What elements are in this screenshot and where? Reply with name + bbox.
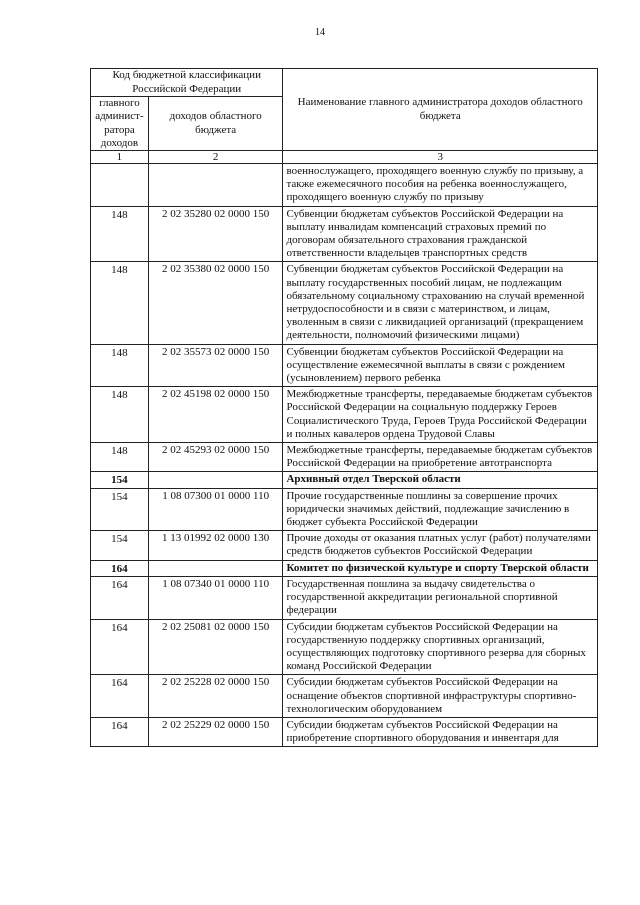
budget-codes-table: [90, 68, 598, 747]
budget-code-cell: 1 08 07300 01 0000 110: [148, 488, 283, 531]
budget-code-cell: 2 02 45293 02 0000 150: [148, 443, 283, 472]
name-cell: Прочие государственные пошлины за совершение прочих юридически значимых действий, подлежащие зачислению в бюджет субъекта Российской Федерации: [283, 488, 598, 531]
table-row: [91, 443, 598, 472]
admin-code-cell: 164: [91, 717, 149, 746]
budget-code-cell: 2 02 25229 02 0000 150: [148, 717, 283, 746]
admin-code-cell: 154: [91, 488, 149, 531]
budget-code-cell: [148, 164, 283, 207]
table-row: [91, 675, 598, 718]
header-name-column: Наименование главного администратора доходов областного бюджета: [283, 69, 598, 151]
table-row: [91, 344, 598, 387]
admin-code-cell: [91, 164, 149, 207]
section-header-row: [91, 560, 598, 576]
table-row: [91, 206, 598, 262]
admin-code-cell: 164: [91, 560, 149, 576]
admin-code-cell: 164: [91, 675, 149, 718]
name-cell: Комитет по физической культуре и спорту Тверской области: [283, 560, 598, 576]
admin-code-cell: 148: [91, 387, 149, 443]
budget-code-cell: 2 02 35573 02 0000 150: [148, 344, 283, 387]
name-cell: Государственная пошлина за выдачу свидетельства о государственной аккредитации региональной спортивной федерации: [283, 576, 598, 619]
admin-code-cell: 148: [91, 206, 149, 262]
admin-code-cell: 164: [91, 619, 149, 675]
budget-code-cell: 2 02 35280 02 0000 150: [148, 206, 283, 262]
admin-code-cell: 154: [91, 531, 149, 560]
header-income-column: доходов областного бюджета: [148, 97, 283, 151]
name-cell: Субсидии бюджетам субъектов Российской Федерации на оснащение объектов спортивной инфраструктуры спортивно-технологическим оборудованием: [283, 675, 598, 718]
table-row: [91, 576, 598, 619]
name-cell: военнослужащего, проходящего военную службу по призыву, а также ежемесячного пособия на ребенка военнослужащего, проходящего военную службу по призыву: [283, 164, 598, 207]
name-cell: Межбюджетные трансферты, передаваемые бюджетам субъектов Российской Федерации на приобретение автотранспорта: [283, 443, 598, 472]
header-num-1: 1: [91, 151, 149, 164]
name-cell: Субвенции бюджетам субъектов Российской Федерации на осуществление ежемесячной выплаты в связи с рождением (усыновлением) первого ребенка: [283, 344, 598, 387]
admin-code-cell: 148: [91, 262, 149, 344]
header-num-2: 2: [148, 151, 283, 164]
table-row: [91, 488, 598, 531]
section-header-row: [91, 472, 598, 488]
name-cell: Субвенции бюджетам субъектов Российской Федерации на выплату инвалидам компенсаций страховых премий по договорам обязательного страхования гражданской ответственности владельцев транспортных средств: [283, 206, 598, 262]
name-cell: Субсидии бюджетам субъектов Российской Федерации на государственную поддержку спортивных организаций, осуществляющих подготовку спортивного резерва для сборных команд Российской Федерации: [283, 619, 598, 675]
header-admin-column: главного админист-ратора доходов: [91, 97, 149, 151]
admin-code-cell: 164: [91, 576, 149, 619]
budget-code-cell: [148, 560, 283, 576]
name-cell: Архивный отдел Тверской области: [283, 472, 598, 488]
table-row: [91, 531, 598, 560]
table-row: [91, 717, 598, 746]
header-code-group: Код бюджетной классификации Российской Федерации: [91, 69, 283, 97]
table-row: [91, 262, 598, 344]
budget-code-cell: 2 02 45198 02 0000 150: [148, 387, 283, 443]
budget-code-cell: 2 02 25081 02 0000 150: [148, 619, 283, 675]
table-row: [91, 387, 598, 443]
admin-code-cell: 154: [91, 472, 149, 488]
page-number: 14: [315, 27, 325, 38]
budget-code-cell: 1 13 01992 02 0000 130: [148, 531, 283, 560]
name-cell: Межбюджетные трансферты, передаваемые бюджетам субъектов Российской Федерации на социальную поддержку Героев Социалистического Труда, Героев Труда Российской Федерации и полных кавалеров ордена Трудовой Славы: [283, 387, 598, 443]
name-cell: Субсидии бюджетам субъектов Российской Федерации на приобретение спортивного оборудования и инвентаря для: [283, 717, 598, 746]
admin-code-cell: 148: [91, 344, 149, 387]
name-cell: Субвенции бюджетам субъектов Российской Федерации на выплату государственных пособий лицам, не подлежащим обязательному социальному страхованию на случай временной нетрудоспособности и в связи с материнством, и лицам, уволенным в связи с ликвидацией организаций (прекращением деятельности, полномочий физическими лицами): [283, 262, 598, 344]
budget-code-cell: 2 02 35380 02 0000 150: [148, 262, 283, 344]
header-num-3: 3: [283, 151, 598, 164]
budget-code-cell: 1 08 07340 01 0000 110: [148, 576, 283, 619]
table-row: [91, 619, 598, 675]
name-cell: Прочие доходы от оказания платных услуг (работ) получателями средств бюджетов субъектов Российской Федерации: [283, 531, 598, 560]
table-row: [91, 164, 598, 207]
budget-code-cell: 2 02 25228 02 0000 150: [148, 675, 283, 718]
budget-code-cell: [148, 472, 283, 488]
admin-code-cell: 148: [91, 443, 149, 472]
